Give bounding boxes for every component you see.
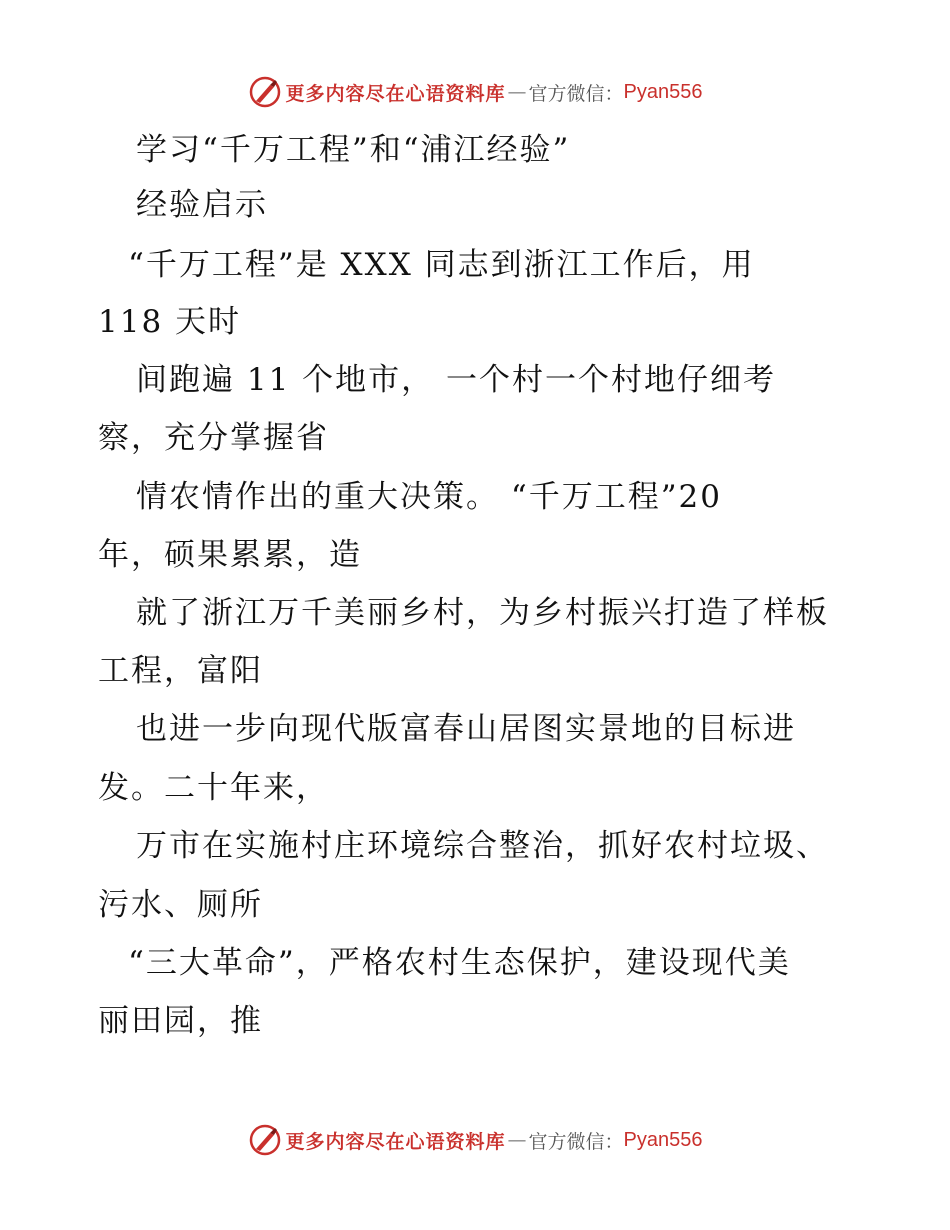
header-watermark (0, 72, 950, 112)
quill-logo-icon (248, 75, 282, 109)
watermark-brand: 更多内容尽在心语资料库 (285, 1130, 506, 1153)
paragraph-line: 丽田园，推 (98, 1003, 263, 1039)
watermark-separator: — (507, 1129, 527, 1151)
document-subtitle: 经验启示 (136, 187, 268, 223)
paragraph-line: 也进一步向现代版富春山居图实景地的目标进 (136, 711, 796, 747)
paragraph-line: 间跑遍 11 个地市， 一个村一个村地仔细考 (136, 362, 777, 398)
watermark-separator: — (507, 81, 527, 103)
watermark-wechat-label: 官方微信： (528, 82, 624, 105)
watermark-wechat-label: 官方微信： (528, 1130, 624, 1153)
paragraph-line: 发。二十年来， (98, 770, 329, 806)
paragraph-line: “千万工程”是 XXX 同志到浙江工作后，用 (128, 247, 755, 283)
watermark-brand: 更多内容尽在心语资料库 (285, 82, 506, 105)
paragraph-line: 察，充分掌握省 (98, 420, 329, 456)
watermark-wechat-id: Pyan556 (623, 80, 703, 103)
paragraph-line: 就了浙江万千美丽乡村，为乡村振兴打造了样板 (136, 595, 829, 631)
paragraph-line: 118 天时 (98, 304, 242, 340)
paragraph-line: 情农情作出的重大决策。 “千万工程”20 (136, 479, 722, 515)
footer-watermark (0, 1120, 950, 1160)
paragraph-line: “三大革命”，严格农村生态保护，建设现代美 (128, 945, 791, 981)
quill-logo-icon (248, 1123, 282, 1157)
paragraph-line: 年，硕果累累，造 (98, 537, 362, 573)
document-title: 学习“千万工程”和“浦江经验” (136, 132, 571, 168)
paragraph-line: 万市在实施村庄环境综合整治，抓好农村垃圾、 (136, 828, 829, 864)
watermark-wechat-id: Pyan556 (623, 1128, 703, 1151)
paragraph-line: 污水、厕所 (98, 887, 263, 923)
paragraph-line: 工程，富阳 (98, 653, 263, 689)
